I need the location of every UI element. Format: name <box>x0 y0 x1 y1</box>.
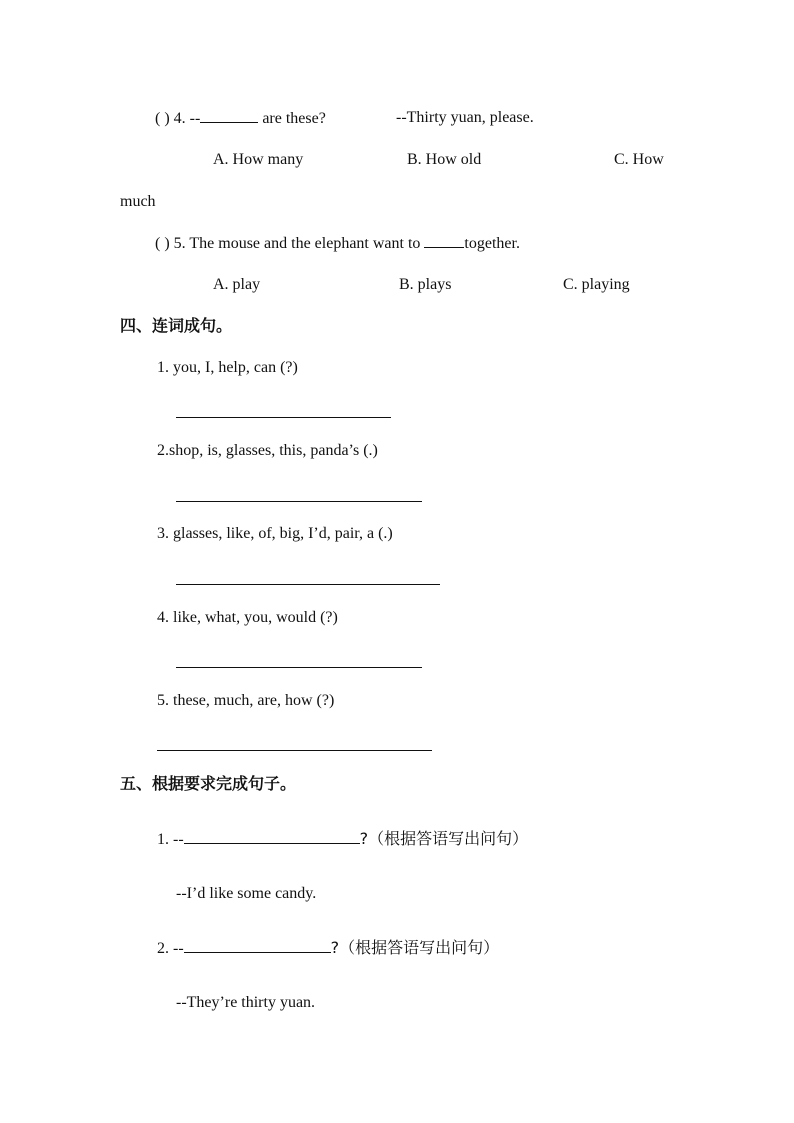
section-4-heading: 四、连词成句。 <box>120 316 233 335</box>
option-a[interactable]: A. How many <box>213 151 304 168</box>
question-stem-end: together. <box>464 235 520 252</box>
section-4-item-2: 2.shop, is, glasses, this, panda’s (.) <box>157 442 378 459</box>
option-b[interactable]: B. How old <box>407 151 482 168</box>
item-prefix: 2. -- <box>157 940 184 957</box>
option-c[interactable]: C. How <box>614 151 664 168</box>
question-number: 4. -- <box>173 110 201 127</box>
section-5-heading: 五、根据要求完成句子。 <box>120 774 297 793</box>
question-4-line <box>155 108 326 129</box>
fill-blank[interactable] <box>184 829 360 844</box>
question-5-line <box>155 233 520 254</box>
question-stem: 5. The mouse and the elephant want to <box>173 235 421 252</box>
instruction-note: ?（根据答语写出问句） <box>359 829 529 848</box>
item-prefix: 1. -- <box>157 831 184 848</box>
answer-paren[interactable]: ( ) <box>155 110 170 127</box>
section-4-item-5: 5. these, much, are, how (?) <box>157 692 335 709</box>
instruction-note: ?（根据答语写出问句） <box>330 938 500 957</box>
fill-blank[interactable] <box>200 108 258 123</box>
given-answer-1: --I’d like some candy. <box>176 885 317 902</box>
option-c[interactable]: C. playing <box>563 276 630 293</box>
section-4-item-3: 3. glasses, like, of, big, I’d, pair, a (.) <box>157 525 393 542</box>
section-5-item-1 <box>157 829 528 850</box>
fill-blank[interactable] <box>184 938 331 953</box>
answer-paren[interactable]: ( ) <box>155 235 170 252</box>
answer-line-5[interactable] <box>157 750 432 751</box>
section-4-item-1: 1. you, I, help, can (?) <box>157 359 298 376</box>
option-b[interactable]: B. plays <box>399 276 452 293</box>
answer-line-4[interactable] <box>176 667 422 668</box>
option-c-wrap: much <box>120 193 156 210</box>
answer-line-2[interactable] <box>176 501 422 502</box>
option-a[interactable]: A. play <box>213 276 261 293</box>
question-4-answer: --Thirty yuan, please. <box>396 109 534 126</box>
section-4-item-4: 4. like, what, you, would (?) <box>157 609 338 626</box>
section-5-item-2 <box>157 938 499 959</box>
given-answer-2: --They’re thirty yuan. <box>176 994 316 1011</box>
question-stem: are these? <box>262 110 326 127</box>
fill-blank[interactable] <box>424 233 464 248</box>
answer-line-3[interactable] <box>176 584 440 585</box>
answer-line-1[interactable] <box>176 417 391 418</box>
